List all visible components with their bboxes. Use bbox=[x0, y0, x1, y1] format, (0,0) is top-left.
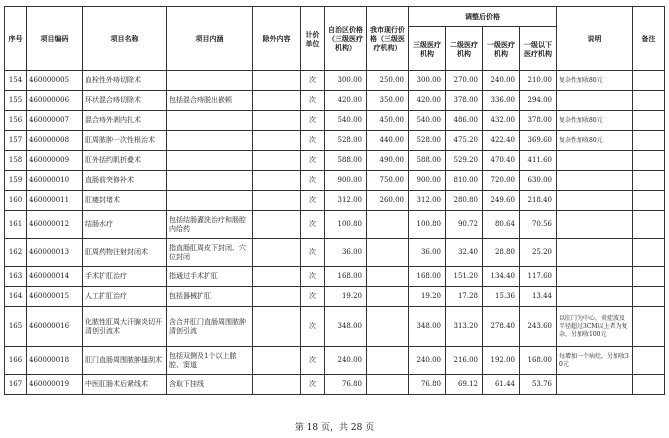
cell-name: 人工扩肛治疗 bbox=[83, 287, 167, 307]
header-adjusted-group: 调整后价格 bbox=[409, 7, 557, 27]
cell-excluded bbox=[253, 171, 301, 191]
cell-unit: 次 bbox=[301, 375, 325, 395]
cell-remark bbox=[557, 211, 633, 239]
table-row bbox=[5, 347, 665, 375]
cell-city-price bbox=[367, 307, 409, 347]
cell-region-price: 240.00 bbox=[325, 347, 367, 375]
cell-adj-l2: 280.80 bbox=[446, 191, 483, 211]
table-row bbox=[5, 211, 665, 239]
header-content: 项目内涵 bbox=[167, 7, 253, 71]
cell-city-price: 440.00 bbox=[367, 131, 409, 151]
cell-adj-l3: 19.20 bbox=[409, 287, 446, 307]
cell-excluded bbox=[253, 151, 301, 171]
header-code: 项目编码 bbox=[27, 7, 83, 71]
table-row bbox=[5, 191, 665, 211]
cell-note bbox=[633, 151, 665, 171]
cell-adj-l3: 300.00 bbox=[409, 71, 446, 91]
table-row bbox=[5, 111, 665, 131]
cell-region-price: 540.00 bbox=[325, 111, 367, 131]
cell-unit: 次 bbox=[301, 239, 325, 267]
cell-name: 肛瘘封堵术 bbox=[83, 191, 167, 211]
cell-seq: 165 bbox=[5, 307, 27, 347]
cell-adj-l2: 69.12 bbox=[446, 375, 483, 395]
cell-region-price: 528.00 bbox=[325, 131, 367, 151]
cell-remark bbox=[557, 91, 633, 111]
cell-name: 结肠水疗 bbox=[83, 211, 167, 239]
cell-adj-l2: 529.20 bbox=[446, 151, 483, 171]
cell-adj-l2: 313.20 bbox=[446, 307, 483, 347]
cell-content bbox=[167, 111, 253, 131]
cell-unit: 次 bbox=[301, 131, 325, 151]
cell-region-price: 900.00 bbox=[325, 171, 367, 191]
cell-code: 460000014 bbox=[27, 267, 83, 287]
cell-code: 460000007 bbox=[27, 111, 83, 131]
cell-unit: 次 bbox=[301, 91, 325, 111]
cell-seq: 162 bbox=[5, 239, 27, 267]
cell-unit: 次 bbox=[301, 171, 325, 191]
cell-adj-below: 243.60 bbox=[520, 307, 557, 347]
cell-content: 指通过手术扩肛 bbox=[167, 267, 253, 287]
cell-note bbox=[633, 267, 665, 287]
cell-adj-l1: 192.00 bbox=[483, 347, 520, 375]
table-row bbox=[5, 307, 665, 347]
cell-city-price: 260.00 bbox=[367, 191, 409, 211]
cell-name: 混合痔外剥内扎术 bbox=[83, 111, 167, 131]
cell-adj-l3: 168.00 bbox=[409, 267, 446, 287]
header-unit: 计价单位 bbox=[301, 7, 325, 71]
cell-code: 460000012 bbox=[27, 211, 83, 239]
cell-remark bbox=[557, 239, 633, 267]
cell-unit: 次 bbox=[301, 71, 325, 91]
cell-adj-below: 369.60 bbox=[520, 131, 557, 151]
cell-excluded bbox=[253, 211, 301, 239]
cell-remark: 以肛门为中心，炎症波及半径超过3CM以上者为复杂，另加收100元 bbox=[557, 307, 633, 347]
cell-adj-l3: 100.80 bbox=[409, 211, 446, 239]
cell-note bbox=[633, 239, 665, 267]
price-table bbox=[4, 6, 665, 395]
cell-adj-l1: 240.00 bbox=[483, 71, 520, 91]
cell-adj-below: 294.00 bbox=[520, 91, 557, 111]
cell-seq: 154 bbox=[5, 71, 27, 91]
table-row bbox=[5, 375, 665, 395]
cell-remark bbox=[557, 171, 633, 191]
cell-adj-l1: 432.00 bbox=[483, 111, 520, 131]
cell-content: 包括结肠灌洗治疗和肠腔内给药 bbox=[167, 211, 253, 239]
header-adj-l2: 二级医疗机构 bbox=[446, 27, 483, 71]
cell-adj-below: 630.00 bbox=[520, 171, 557, 191]
cell-region-price: 420.00 bbox=[325, 91, 367, 111]
cell-adj-l1: 28.80 bbox=[483, 239, 520, 267]
header-adj-l3: 三级医疗机构 bbox=[409, 27, 446, 71]
cell-name: 化脓性肛周大汗腺炎切开清创引流术 bbox=[83, 307, 167, 347]
cell-seq: 166 bbox=[5, 347, 27, 375]
header-remark: 说明 bbox=[557, 7, 633, 71]
cell-adj-below: 411.60 bbox=[520, 151, 557, 171]
cell-remark bbox=[557, 375, 633, 395]
cell-name: 肛周药物注射封闭术 bbox=[83, 239, 167, 267]
table-row bbox=[5, 91, 665, 111]
cell-city-price bbox=[367, 375, 409, 395]
cell-code: 460000009 bbox=[27, 151, 83, 171]
cell-adj-l1: 470.40 bbox=[483, 151, 520, 171]
cell-region-price: 168.00 bbox=[325, 267, 367, 287]
cell-name: 肛门直肠周围脓肿搔刮术 bbox=[83, 347, 167, 375]
cell-adj-below: 117.60 bbox=[520, 267, 557, 287]
cell-note bbox=[633, 131, 665, 151]
cell-adj-l1: 720.00 bbox=[483, 171, 520, 191]
cell-note bbox=[633, 191, 665, 211]
table-header bbox=[5, 7, 665, 71]
cell-unit: 次 bbox=[301, 347, 325, 375]
cell-content bbox=[167, 171, 253, 191]
cell-adj-l3: 540.00 bbox=[409, 111, 446, 131]
cell-adj-l2: 378.00 bbox=[446, 91, 483, 111]
cell-seq: 155 bbox=[5, 91, 27, 111]
cell-excluded bbox=[253, 131, 301, 151]
price-table-page bbox=[4, 6, 664, 395]
cell-note bbox=[633, 287, 665, 307]
header-note: 备注 bbox=[633, 7, 665, 71]
cell-seq: 160 bbox=[5, 191, 27, 211]
cell-unit: 次 bbox=[301, 267, 325, 287]
page-footer: 第 18 页，共 28 页 bbox=[294, 423, 375, 433]
header-adj-below: 一级以下医疗机构 bbox=[520, 27, 557, 71]
cell-adj-below: 70.56 bbox=[520, 211, 557, 239]
cell-name: 血栓性外痔切除术 bbox=[83, 71, 167, 91]
cell-note bbox=[633, 211, 665, 239]
cell-city-price: 750.00 bbox=[367, 171, 409, 191]
cell-note bbox=[633, 307, 665, 347]
cell-name: 肛周脓肿一次性根治术 bbox=[83, 131, 167, 151]
cell-city-price: 250.00 bbox=[367, 71, 409, 91]
table-row bbox=[5, 239, 665, 267]
cell-seq: 157 bbox=[5, 131, 27, 151]
cell-content: 包括混合痔脱出嵌顿 bbox=[167, 91, 253, 111]
cell-code: 460000015 bbox=[27, 287, 83, 307]
cell-code: 460000008 bbox=[27, 131, 83, 151]
cell-code: 460000010 bbox=[27, 171, 83, 191]
cell-region-price: 312.00 bbox=[325, 191, 367, 211]
cell-adj-l1: 249.60 bbox=[483, 191, 520, 211]
cell-adj-l1: 422.40 bbox=[483, 131, 520, 151]
cell-note bbox=[633, 91, 665, 111]
cell-adj-l2: 810.00 bbox=[446, 171, 483, 191]
cell-content bbox=[167, 71, 253, 91]
cell-adj-below: 53.76 bbox=[520, 375, 557, 395]
header-adj-l1: 一级医疗机构 bbox=[483, 27, 520, 71]
cell-region-price: 300.00 bbox=[325, 71, 367, 91]
cell-name: 中医肛肠术后紧线术 bbox=[83, 375, 167, 395]
cell-code: 460000005 bbox=[27, 71, 83, 91]
cell-adj-below: 218.40 bbox=[520, 191, 557, 211]
cell-region-price: 348.00 bbox=[325, 307, 367, 347]
header-name: 项目名称 bbox=[83, 7, 167, 71]
cell-remark: 每增加一个病灶，另加收30元 bbox=[557, 347, 633, 375]
table-row bbox=[5, 131, 665, 151]
cell-seq: 163 bbox=[5, 267, 27, 287]
cell-city-price bbox=[367, 211, 409, 239]
cell-adj-l1: 15.36 bbox=[483, 287, 520, 307]
cell-region-price: 19.20 bbox=[325, 287, 367, 307]
cell-content: 含取下挂线 bbox=[167, 375, 253, 395]
cell-excluded bbox=[253, 347, 301, 375]
cell-adj-l1: 80.64 bbox=[483, 211, 520, 239]
cell-adj-l2: 475.20 bbox=[446, 131, 483, 151]
cell-adj-l3: 900.00 bbox=[409, 171, 446, 191]
cell-adj-l2: 216.00 bbox=[446, 347, 483, 375]
cell-unit: 次 bbox=[301, 111, 325, 131]
cell-adj-l1: 61.44 bbox=[483, 375, 520, 395]
cell-adj-l2: 270.00 bbox=[446, 71, 483, 91]
cell-unit: 次 bbox=[301, 287, 325, 307]
cell-adj-l3: 528.00 bbox=[409, 131, 446, 151]
table-row bbox=[5, 287, 665, 307]
cell-remark: 复杂性加收80元 bbox=[557, 111, 633, 131]
cell-remark bbox=[557, 151, 633, 171]
cell-adj-l2: 151.20 bbox=[446, 267, 483, 287]
cell-adj-l3: 348.00 bbox=[409, 307, 446, 347]
cell-excluded bbox=[253, 191, 301, 211]
cell-city-price: 450.00 bbox=[367, 111, 409, 131]
cell-adj-l1: 278.40 bbox=[483, 307, 520, 347]
cell-remark bbox=[557, 287, 633, 307]
cell-city-price bbox=[367, 287, 409, 307]
cell-adj-below: 378.00 bbox=[520, 111, 557, 131]
cell-remark bbox=[557, 267, 633, 287]
cell-adj-l3: 240.00 bbox=[409, 347, 446, 375]
cell-code: 460000011 bbox=[27, 191, 83, 211]
table-row bbox=[5, 151, 665, 171]
cell-city-price bbox=[367, 267, 409, 287]
cell-unit: 次 bbox=[301, 191, 325, 211]
cell-note bbox=[633, 171, 665, 191]
cell-region-price: 100.80 bbox=[325, 211, 367, 239]
cell-content: 包括器械扩肛 bbox=[167, 287, 253, 307]
table-row bbox=[5, 267, 665, 287]
cell-seq: 161 bbox=[5, 211, 27, 239]
cell-excluded bbox=[253, 91, 301, 111]
cell-seq: 164 bbox=[5, 287, 27, 307]
cell-city-price: 350.00 bbox=[367, 91, 409, 111]
cell-adj-l1: 134.40 bbox=[483, 267, 520, 287]
cell-excluded bbox=[253, 239, 301, 267]
cell-content: 指直肠肛周皮下封闭、穴位封闭 bbox=[167, 239, 253, 267]
cell-excluded bbox=[253, 111, 301, 131]
cell-adj-l2: 32.40 bbox=[446, 239, 483, 267]
cell-code: 460000016 bbox=[27, 307, 83, 347]
cell-adj-l2: 486.00 bbox=[446, 111, 483, 131]
cell-adj-below: 168.00 bbox=[520, 347, 557, 375]
cell-adj-below: 25.20 bbox=[520, 239, 557, 267]
cell-excluded bbox=[253, 287, 301, 307]
cell-adj-l3: 588.00 bbox=[409, 151, 446, 171]
cell-unit: 次 bbox=[301, 211, 325, 239]
cell-region-price: 76.80 bbox=[325, 375, 367, 395]
cell-unit: 次 bbox=[301, 307, 325, 347]
cell-note bbox=[633, 71, 665, 91]
cell-content bbox=[167, 151, 253, 171]
cell-content: 含合并肛门直肠周围脓肿清创引流 bbox=[167, 307, 253, 347]
cell-city-price bbox=[367, 347, 409, 375]
cell-seq: 159 bbox=[5, 171, 27, 191]
cell-code: 460000019 bbox=[27, 375, 83, 395]
cell-note bbox=[633, 111, 665, 131]
cell-remark: 复杂性加收80元 bbox=[557, 131, 633, 151]
table-body bbox=[5, 71, 665, 395]
cell-code: 460000018 bbox=[27, 347, 83, 375]
cell-adj-l2: 17.28 bbox=[446, 287, 483, 307]
table-row bbox=[5, 171, 665, 191]
cell-note bbox=[633, 347, 665, 375]
cell-content bbox=[167, 131, 253, 151]
cell-adj-l3: 36.00 bbox=[409, 239, 446, 267]
cell-region-price: 36.00 bbox=[325, 239, 367, 267]
cell-adj-l2: 90.72 bbox=[446, 211, 483, 239]
cell-name: 肛外括约肌折叠术 bbox=[83, 151, 167, 171]
cell-content bbox=[167, 191, 253, 211]
header-seq: 序号 bbox=[5, 7, 27, 71]
cell-adj-l1: 336.00 bbox=[483, 91, 520, 111]
cell-name: 环状混合痔切除术 bbox=[83, 91, 167, 111]
header-city-price: 我市现行价格（三级医疗机构） bbox=[367, 7, 409, 71]
cell-city-price: 490.00 bbox=[367, 151, 409, 171]
cell-seq: 167 bbox=[5, 375, 27, 395]
cell-adj-below: 13.44 bbox=[520, 287, 557, 307]
cell-remark: 复杂性加收80元 bbox=[557, 71, 633, 91]
cell-excluded bbox=[253, 71, 301, 91]
cell-city-price bbox=[367, 239, 409, 267]
header-region-price: 自治区价格（三级医疗机构） bbox=[325, 7, 367, 71]
cell-note bbox=[633, 375, 665, 395]
cell-excluded bbox=[253, 267, 301, 287]
cell-code: 460000013 bbox=[27, 239, 83, 267]
cell-adj-l3: 312.00 bbox=[409, 191, 446, 211]
cell-region-price: 588.00 bbox=[325, 151, 367, 171]
cell-code: 460000006 bbox=[27, 91, 83, 111]
cell-seq: 156 bbox=[5, 111, 27, 131]
cell-seq: 158 bbox=[5, 151, 27, 171]
cell-adj-l3: 420.00 bbox=[409, 91, 446, 111]
cell-content: 包括双侧及1个以上脓腔、窦道 bbox=[167, 347, 253, 375]
cell-excluded bbox=[253, 375, 301, 395]
cell-name: 手术扩肛治疗 bbox=[83, 267, 167, 287]
cell-excluded bbox=[253, 307, 301, 347]
cell-name: 直肠前突修补术 bbox=[83, 171, 167, 191]
table-row bbox=[5, 71, 665, 91]
cell-remark bbox=[557, 191, 633, 211]
cell-unit: 次 bbox=[301, 151, 325, 171]
header-excluded: 除外内容 bbox=[253, 7, 301, 71]
cell-adj-l3: 76.80 bbox=[409, 375, 446, 395]
cell-adj-below: 210.00 bbox=[520, 71, 557, 91]
